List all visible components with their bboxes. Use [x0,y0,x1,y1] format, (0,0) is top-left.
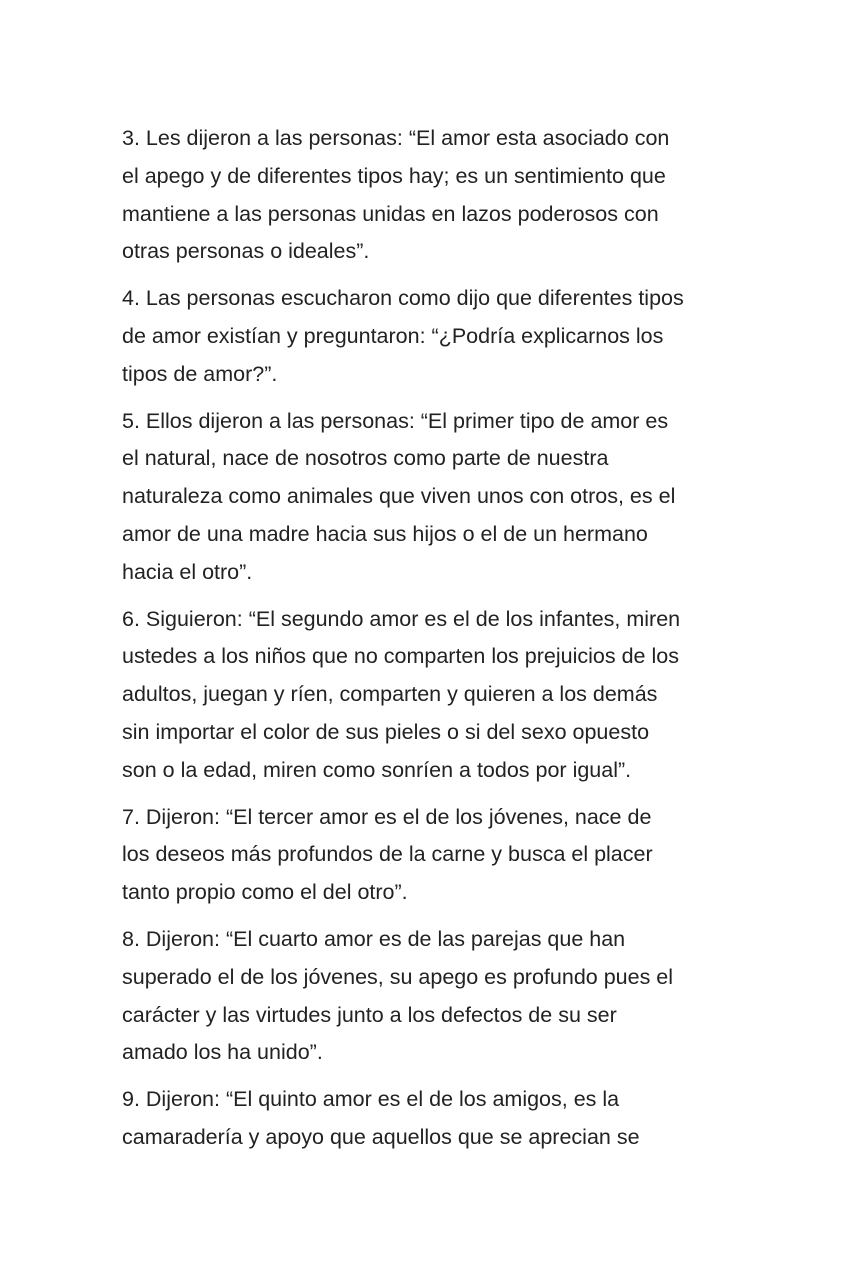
text-line: son o la edad, miren como sonríen a todos por igual”. [122,757,632,782]
paragraph-7 [122,799,747,912]
text-line: el apego y de diferentes tipos hay; es un sentimiento que [122,163,666,188]
text-line: sin importar el color de sus pieles o si del sexo opuesto [122,719,650,744]
paragraph-6 [122,601,747,790]
text-line: naturaleza como animales que viven unos con otros, es el [122,484,676,509]
text-line: superado el de los jóvenes, su apego es profundo pues el [122,964,674,989]
paragraph-4 [122,280,747,393]
paragraph-8 [122,921,747,1072]
text-line: 9. Dijeron: “El quinto amor es el de los amigos, es la [122,1087,620,1112]
text-line: el natural, nace de nosotros como parte de nuestra [122,446,609,471]
text-line: tipos de amor?”. [122,361,278,386]
text-line: 6. Siguieron: “El segundo amor es el de los infantes, miren [122,606,681,631]
text-line: los deseos más profundos de la carne y busca el placer [122,842,653,867]
text-line: carácter y las virtudes junto a los defectos de su ser [122,1002,617,1027]
text-line: mantiene a las personas unidas en lazos poderosos con [122,201,659,226]
text-line: tanto propio como el del otro”. [122,880,408,905]
text-line: de amor existían y preguntaron: “¿Podría explicarnos los [122,323,664,348]
text-line: amor de una madre hacia sus hijos o el de un hermano [122,521,648,546]
text-line: 7. Dijeron: “El tercer amor es el de los jóvenes, nace de [122,804,652,829]
document-body [122,120,747,1166]
text-line: adultos, juegan y ríen, comparten y quieren a los demás [122,682,658,707]
paragraph-9 [122,1081,747,1157]
text-line: 3. Les dijeron a las personas: “El amor esta asociado con [122,126,670,150]
text-line: ustedes a los niños que no comparten los prejuicios de los [122,644,679,669]
text-line: 8. Dijeron: “El cuarto amor es de las parejas que han [122,926,626,951]
text-line: 5. Ellos dijeron a las personas: “El primer tipo de amor es [122,408,669,433]
text-line: hacia el otro”. [122,559,253,584]
text-line: camaradería y apoyo que aquellos que se aprecian se [122,1124,640,1149]
paragraph-3 [122,120,747,271]
text-line: amado los ha unido”. [122,1040,323,1065]
text-line: 4. Las personas escucharon como dijo que diferentes tipos [122,286,684,311]
text-line: otras personas o ideales”. [122,239,370,264]
paragraph-5 [122,403,747,592]
